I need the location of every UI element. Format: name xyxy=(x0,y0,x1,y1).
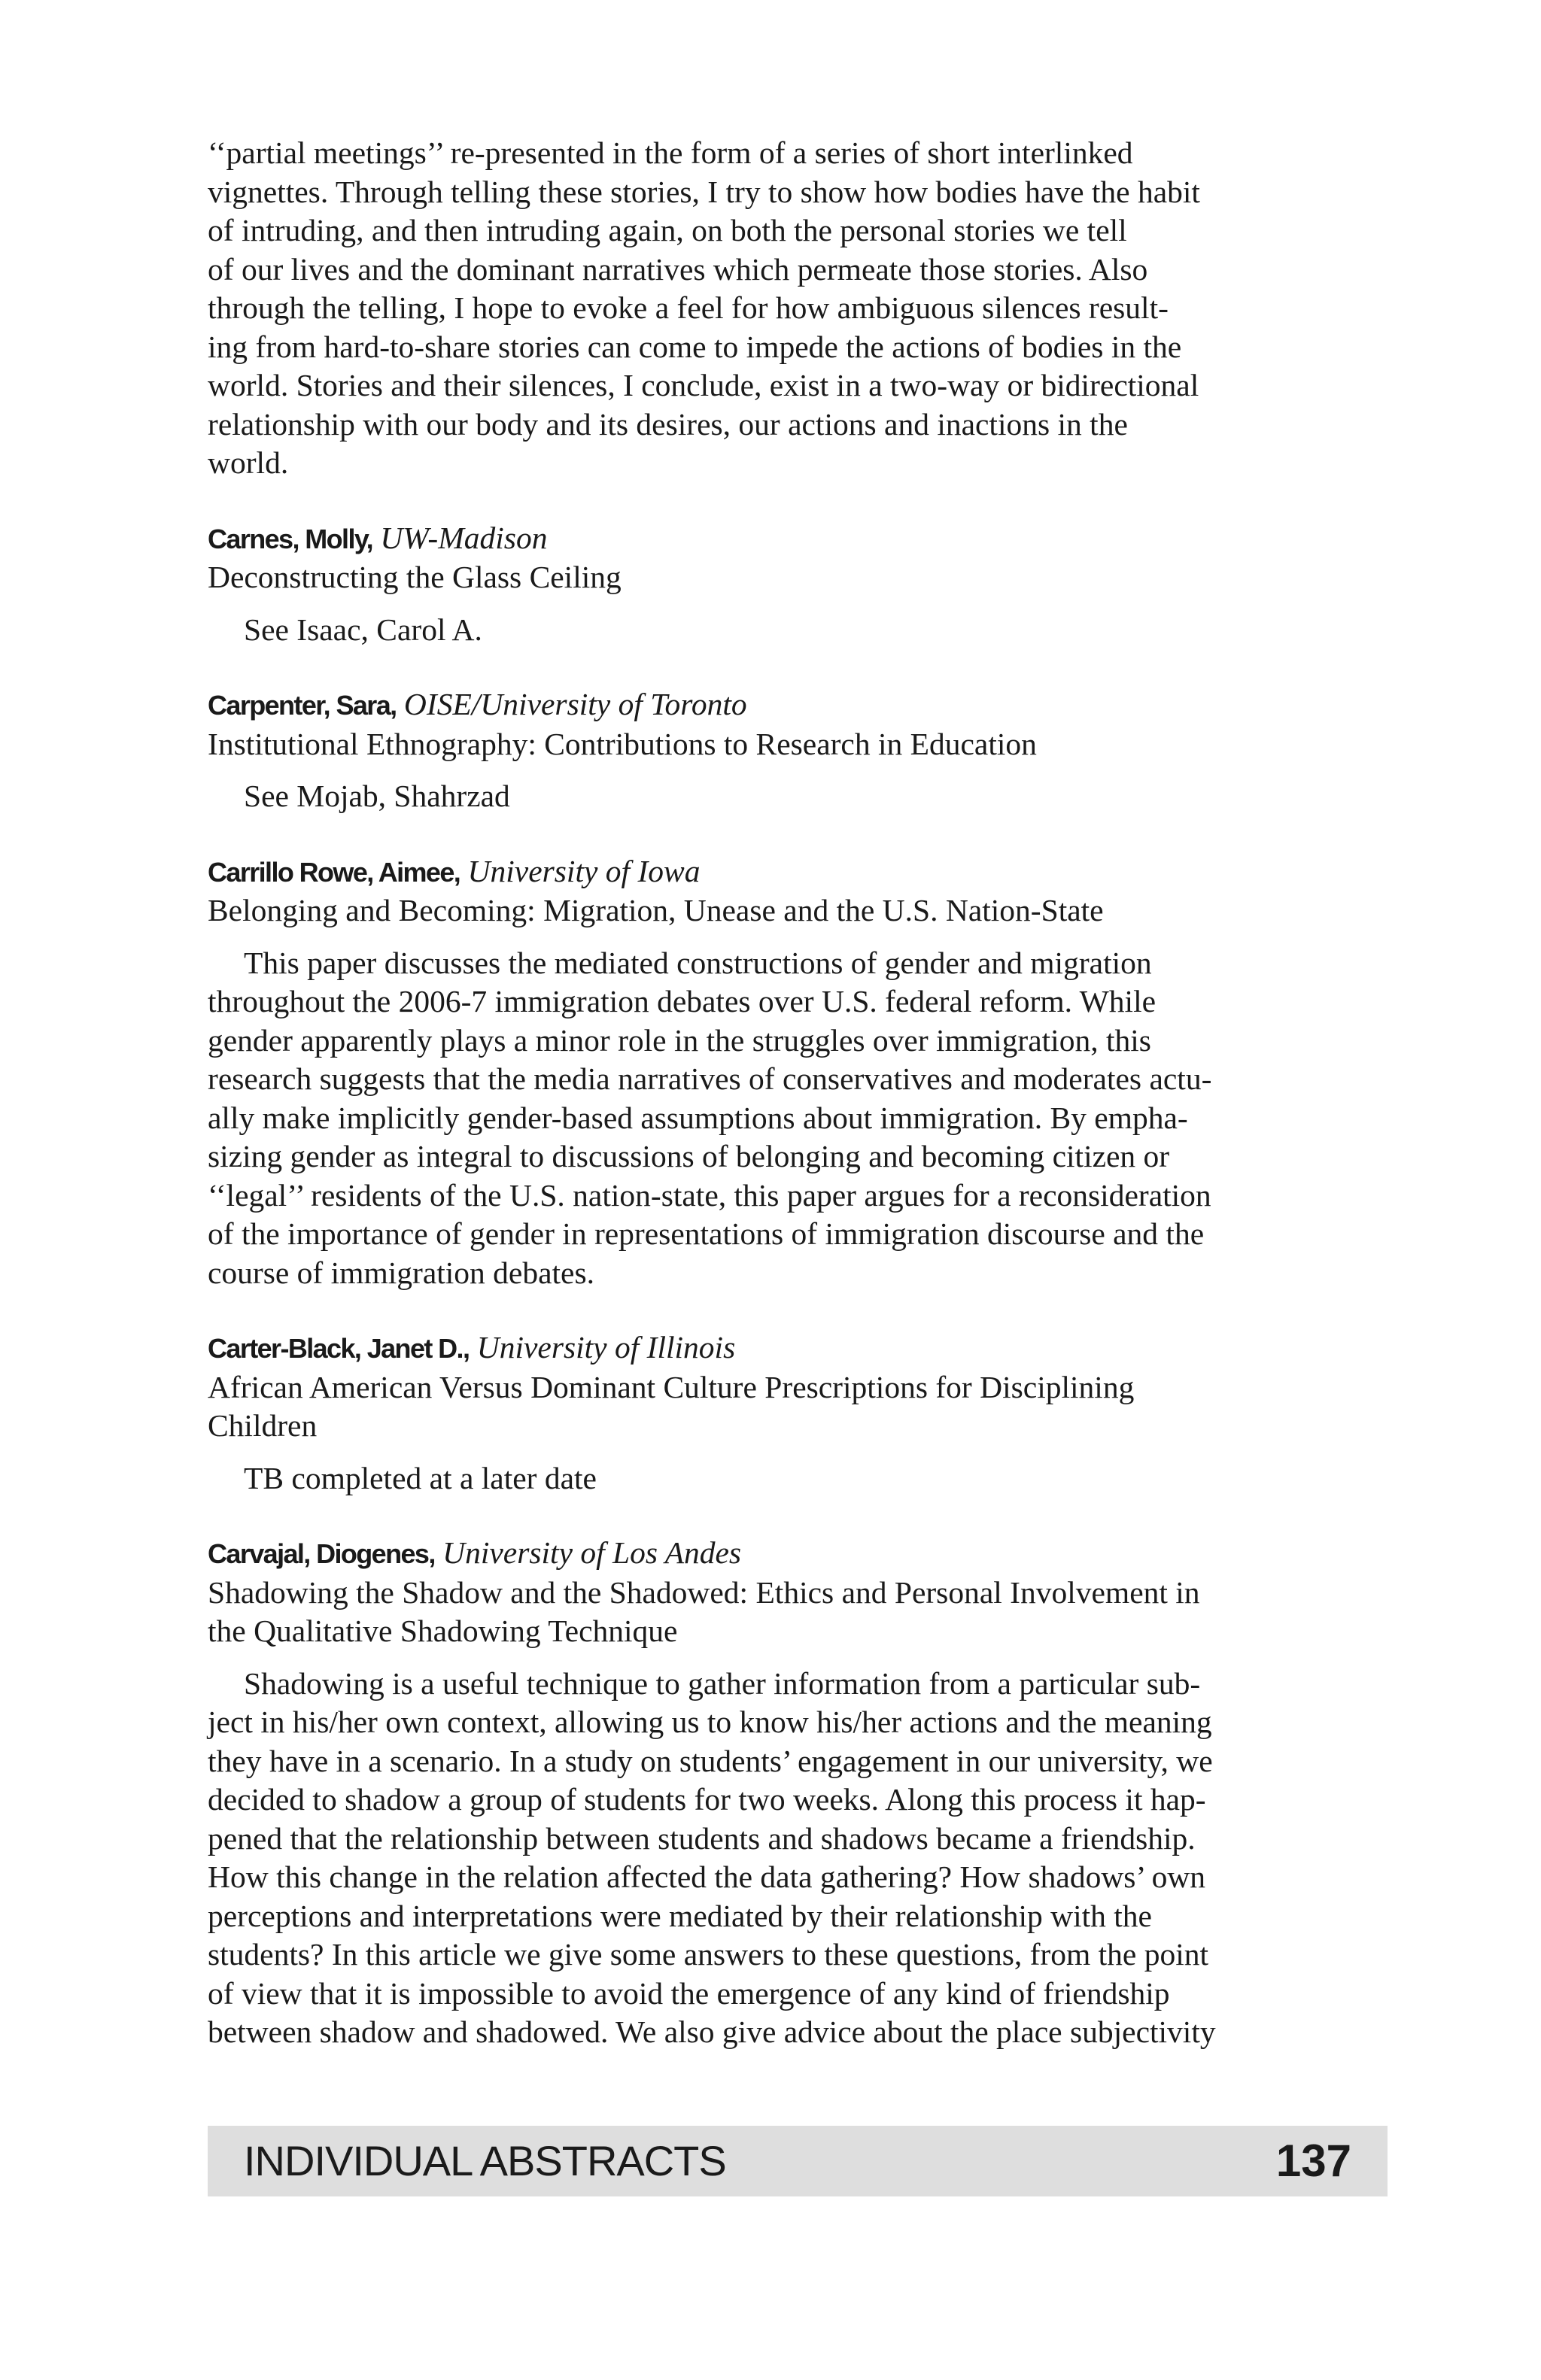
abstract-title xyxy=(208,558,1388,597)
abstract-entry xyxy=(208,1534,1388,2052)
author-name: Carpenter, Sara, xyxy=(208,690,397,721)
author-name: Carvajal, Diogenes, xyxy=(208,1538,435,1569)
text-line: This paper discusses the mediated constructions of gender and migration xyxy=(244,945,1152,980)
abstract-title xyxy=(208,1574,1388,1651)
abstract-body xyxy=(208,944,1388,1293)
author-name: Carnes, Molly, xyxy=(208,523,373,554)
text-line: ing from hard-to-share stories can come to impede the actions of bodies in the xyxy=(208,329,1182,364)
text-line: of the importance of gender in representations of immigration discourse and the xyxy=(208,1216,1205,1251)
author-affiliation: University of Los Andes xyxy=(442,1535,742,1570)
entry-heading xyxy=(208,1328,1388,1368)
page-footer-bar xyxy=(208,2126,1388,2196)
text-line: of view that it is impossible to avoid the emergence of any kind of friendship xyxy=(208,1975,1170,2011)
text-line: Belonging and Becoming: Migration, Unease and the U.S. Nation-State xyxy=(208,893,1104,927)
text-line: ject in his/her own context, allowing us to know his/her actions and the meaning xyxy=(208,1705,1212,1739)
page-content xyxy=(208,134,1388,2052)
author-affiliation: University of Iowa xyxy=(467,853,701,888)
abstract-entry xyxy=(208,852,1388,1293)
text-line: world. xyxy=(208,445,289,480)
text-line: Deconstructing the Glass Ceiling xyxy=(208,560,622,594)
abstract-entry xyxy=(208,1328,1388,1498)
author-name: Carrillo Rowe, Aimee, xyxy=(208,856,460,888)
section-label: INDIVIDUAL ABSTRACTS xyxy=(244,2137,726,2184)
text-line: students? In this article we give some answers to these questions, from the point xyxy=(208,1937,1209,1972)
text-line: gender apparently plays a minor role in the struggles over immigration, this xyxy=(208,1022,1151,1058)
text-line: Institutional Ethnography: Contributions to Research in Education xyxy=(208,726,1037,761)
author-affiliation: University of Illinois xyxy=(476,1330,736,1365)
abstract-body xyxy=(208,1459,1388,1498)
text-line: Shadowing the Shadow and the Shadowed: Ethics and Personal Involvement in xyxy=(208,1574,1200,1610)
text-line: African American Versus Dominant Culture Prescriptions for Disciplining xyxy=(208,1369,1135,1404)
text-line: ally make implicitly gender-based assumptions about immigration. By empha- xyxy=(208,1100,1188,1135)
text-line: the Qualitative Shadowing Technique xyxy=(208,1613,678,1648)
entry-heading xyxy=(208,852,1388,892)
text-line: ‘‘legal’’ residents of the U.S. nation-state, this paper argues for a reconsideration xyxy=(208,1177,1211,1213)
text-line: between shadow and shadowed. We also give advice about the place subjectivity xyxy=(208,2014,1216,2049)
text-line: course of immigration debates. xyxy=(208,1255,594,1290)
text-line: sizing gender as integral to discussions of belonging and becoming citizen or xyxy=(208,1139,1170,1173)
text-line: See Isaac, Carol A. xyxy=(244,612,482,647)
author-affiliation: OISE/University of Toronto xyxy=(403,687,747,721)
text-line: pened that the relationship between students and shadows became a friendship. xyxy=(208,1820,1196,1856)
text-line: research suggests that the media narratives of conservatives and moderates actu- xyxy=(208,1061,1212,1096)
abstract-entry xyxy=(208,685,1388,816)
text-line: Shadowing is a useful technique to gather information from a particular sub- xyxy=(244,1665,1201,1701)
text-line: See Mojab, Shahrzad xyxy=(244,779,510,813)
abstract-title xyxy=(208,1368,1388,1446)
text-line: relationship with our body and its desires, our actions and inactions in the xyxy=(208,406,1128,442)
text-line: vignettes. Through telling these stories, I try to show how bodies have the habit xyxy=(208,174,1200,209)
author-affiliation: UW-Madison xyxy=(380,520,548,555)
intro-paragraph xyxy=(208,134,1388,483)
text-line: they have in a scenario. In a study on students’ engagement in our university, we xyxy=(208,1743,1213,1778)
text-line: world. Stories and their silences, I conclude, exist in a two-way or bidirectional xyxy=(208,368,1199,402)
text-line: perceptions and interpretations were mediated by their relationship with the xyxy=(208,1898,1152,1933)
text-line: through the telling, I hope to evoke a feel for how ambiguous silences result- xyxy=(208,290,1169,325)
abstract-title xyxy=(208,891,1388,930)
text-line: ‘‘partial meetings’’ re-presented in the form of a series of short interlinked xyxy=(208,135,1133,170)
text-line: throughout the 2006-7 immigration debates over U.S. federal reform. While xyxy=(208,984,1157,1018)
entry-heading xyxy=(208,519,1388,559)
text-line: of our lives and the dominant narratives which permeate those stories. Also xyxy=(208,251,1148,287)
abstract-title xyxy=(208,725,1388,764)
abstract-body xyxy=(208,1665,1388,2052)
entry-heading xyxy=(208,685,1388,725)
page-number: 137 xyxy=(1275,2136,1351,2186)
abstract-body xyxy=(208,777,1388,816)
text-line: Children xyxy=(208,1408,318,1443)
entry-heading xyxy=(208,1534,1388,1574)
text-line: How this change in the relation affected the data gathering? How shadows’ own xyxy=(208,1859,1206,1894)
text-line: of intruding, and then intruding again, on both the personal stories we tell xyxy=(208,213,1127,247)
text-line: decided to shadow a group of students for two weeks. Along this process it hap- xyxy=(208,1782,1206,1817)
abstract-body xyxy=(208,611,1388,650)
abstract-entry xyxy=(208,519,1388,650)
author-name: Carter-Black, Janet D., xyxy=(208,1333,470,1364)
text-line: TB completed at a later date xyxy=(244,1460,597,1495)
